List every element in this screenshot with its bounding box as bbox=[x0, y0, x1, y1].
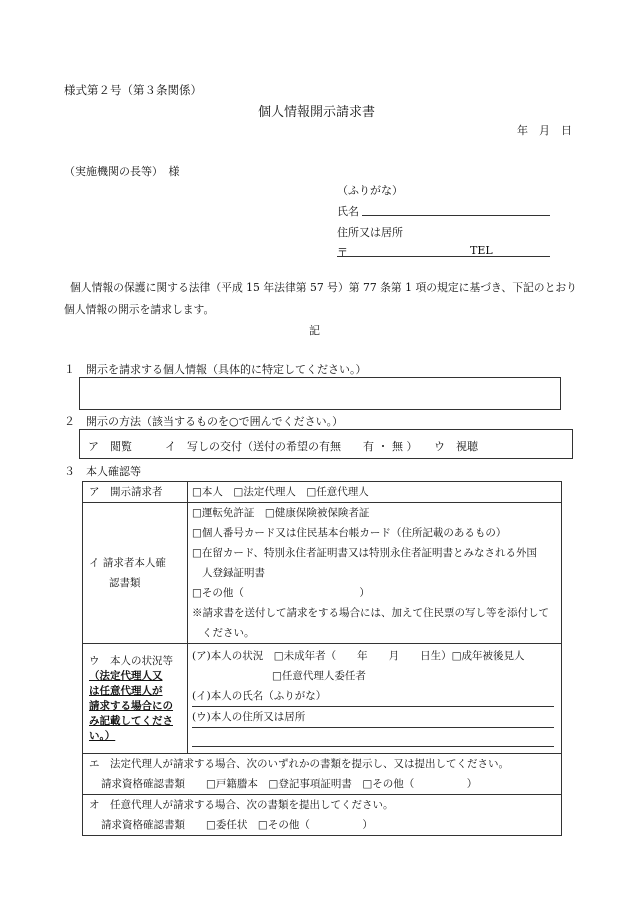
section-1-heading: １ 開示を請求する個人情報（具体的に特定してください。） bbox=[64, 363, 367, 376]
voluntary-agent-line-2[interactable]: 請求資格確認書類 □委任状 □その他（ ） bbox=[101, 819, 373, 831]
voluntary-agent-line-1: オ 任意代理人が請求する場合、次の書類を提出してください。 bbox=[89, 799, 394, 811]
table-row bbox=[83, 644, 562, 754]
ki-mark: 記 bbox=[309, 324, 320, 337]
person-status-line-2[interactable]: □任意代理人委任者 bbox=[272, 670, 366, 682]
intro-line-1: 個人情報の保護に関する法律（平成 15 年法律第 57 号）第 77 条第 1 項の規定に基づき、下記のとおり bbox=[70, 281, 577, 294]
address-line[interactable] bbox=[337, 256, 550, 257]
id-docs-options[interactable] bbox=[188, 503, 562, 644]
id-docs-label-1: イ 請求者本人確 bbox=[89, 557, 166, 569]
tel-label: TEL bbox=[470, 244, 493, 257]
table-row bbox=[83, 503, 562, 644]
person-status-note: 請求する場合にの bbox=[89, 700, 173, 712]
person-status-note: （法定代理人又 bbox=[89, 670, 163, 682]
person-status-note: い。） bbox=[89, 730, 116, 742]
personal-info-box[interactable] bbox=[79, 377, 561, 410]
id-doc-line: □その他（ ） bbox=[192, 587, 370, 599]
table-row bbox=[83, 482, 562, 503]
legal-agent-docs[interactable] bbox=[83, 754, 562, 795]
legal-agent-line-2[interactable]: 請求資格確認書類 □戸籍謄本 □登記事項証明書 □その他（ ） bbox=[101, 778, 478, 790]
requester-type-label: ア 開示請求者 bbox=[83, 482, 188, 503]
name-label: 氏名 bbox=[337, 205, 359, 218]
id-doc-line: □個人番号カード又は住民基本台帳カード（住所記載のあるもの） bbox=[192, 527, 507, 539]
section-2-heading: ２ 開示の方法（該当するものを○で囲んでください。） bbox=[64, 415, 344, 428]
person-status-note: は任意代理人が bbox=[89, 685, 163, 697]
id-doc-note: ※請求書を送付して請求をする場合には、加えて住民票の写し等を添付して bbox=[192, 607, 549, 619]
legal-agent-line-1: エ 法定代理人が請求する場合、次のいずれかの書類を提示し、又は提出してください。 bbox=[89, 758, 509, 770]
person-address-field[interactable]: (ウ)本人の住所又は居所 bbox=[192, 707, 554, 728]
date-field: 年 月 日 bbox=[517, 124, 572, 137]
id-doc-note: ください。 bbox=[202, 627, 255, 639]
addressee: （実施機関の長等） 様 bbox=[64, 165, 180, 178]
method-options[interactable]: ア 閲覧 イ 写しの交付（送付の希望の有無 有 ・ 無 ） ウ 視聴 bbox=[88, 440, 478, 453]
name-line[interactable] bbox=[362, 215, 550, 216]
table-row bbox=[83, 754, 562, 795]
form-title: 個人情報開示請求書 bbox=[258, 105, 376, 120]
person-status-label bbox=[83, 644, 188, 754]
postal-mark: 〒 bbox=[337, 246, 348, 259]
requester-type-options[interactable]: □本人 □法定代理人 □任意代理人 bbox=[188, 482, 562, 503]
address-label: 住所又は居所 bbox=[337, 226, 403, 239]
person-status-line[interactable]: (ア)本人の状況 □未成年者（ 年 月 日生）□成年被後見人 bbox=[192, 650, 525, 662]
intro-line-2: 個人情報の開示を請求します。 bbox=[64, 303, 215, 316]
form-number: 様式第２号（第３条関係） bbox=[64, 83, 202, 97]
person-status-note: み記載してくださ bbox=[89, 715, 173, 727]
id-doc-line: 人登録証明書 bbox=[202, 567, 265, 579]
person-status-fields[interactable] bbox=[188, 644, 562, 754]
id-docs-label-2: 認書類 bbox=[109, 577, 141, 589]
id-doc-line: □運転免許証 □健康保険被保険者証 bbox=[192, 507, 370, 519]
identity-table bbox=[82, 481, 562, 836]
table-row bbox=[83, 795, 562, 836]
furigana-label: （ふりがな） bbox=[337, 184, 403, 197]
person-status-title: ウ 本人の状況等 bbox=[89, 655, 173, 667]
person-name-field[interactable]: (イ)本人の氏名（ふりがな） bbox=[192, 686, 554, 707]
person-address-line-2[interactable] bbox=[192, 728, 554, 747]
section-3-heading: ３ 本人確認等 bbox=[64, 465, 141, 478]
id-docs-label bbox=[83, 503, 188, 644]
method-box bbox=[79, 429, 573, 459]
voluntary-agent-docs[interactable] bbox=[83, 795, 562, 836]
id-doc-line: □在留カード、特別永住者証明書又は特別永住者証明書とみなされる外国 bbox=[192, 547, 537, 559]
